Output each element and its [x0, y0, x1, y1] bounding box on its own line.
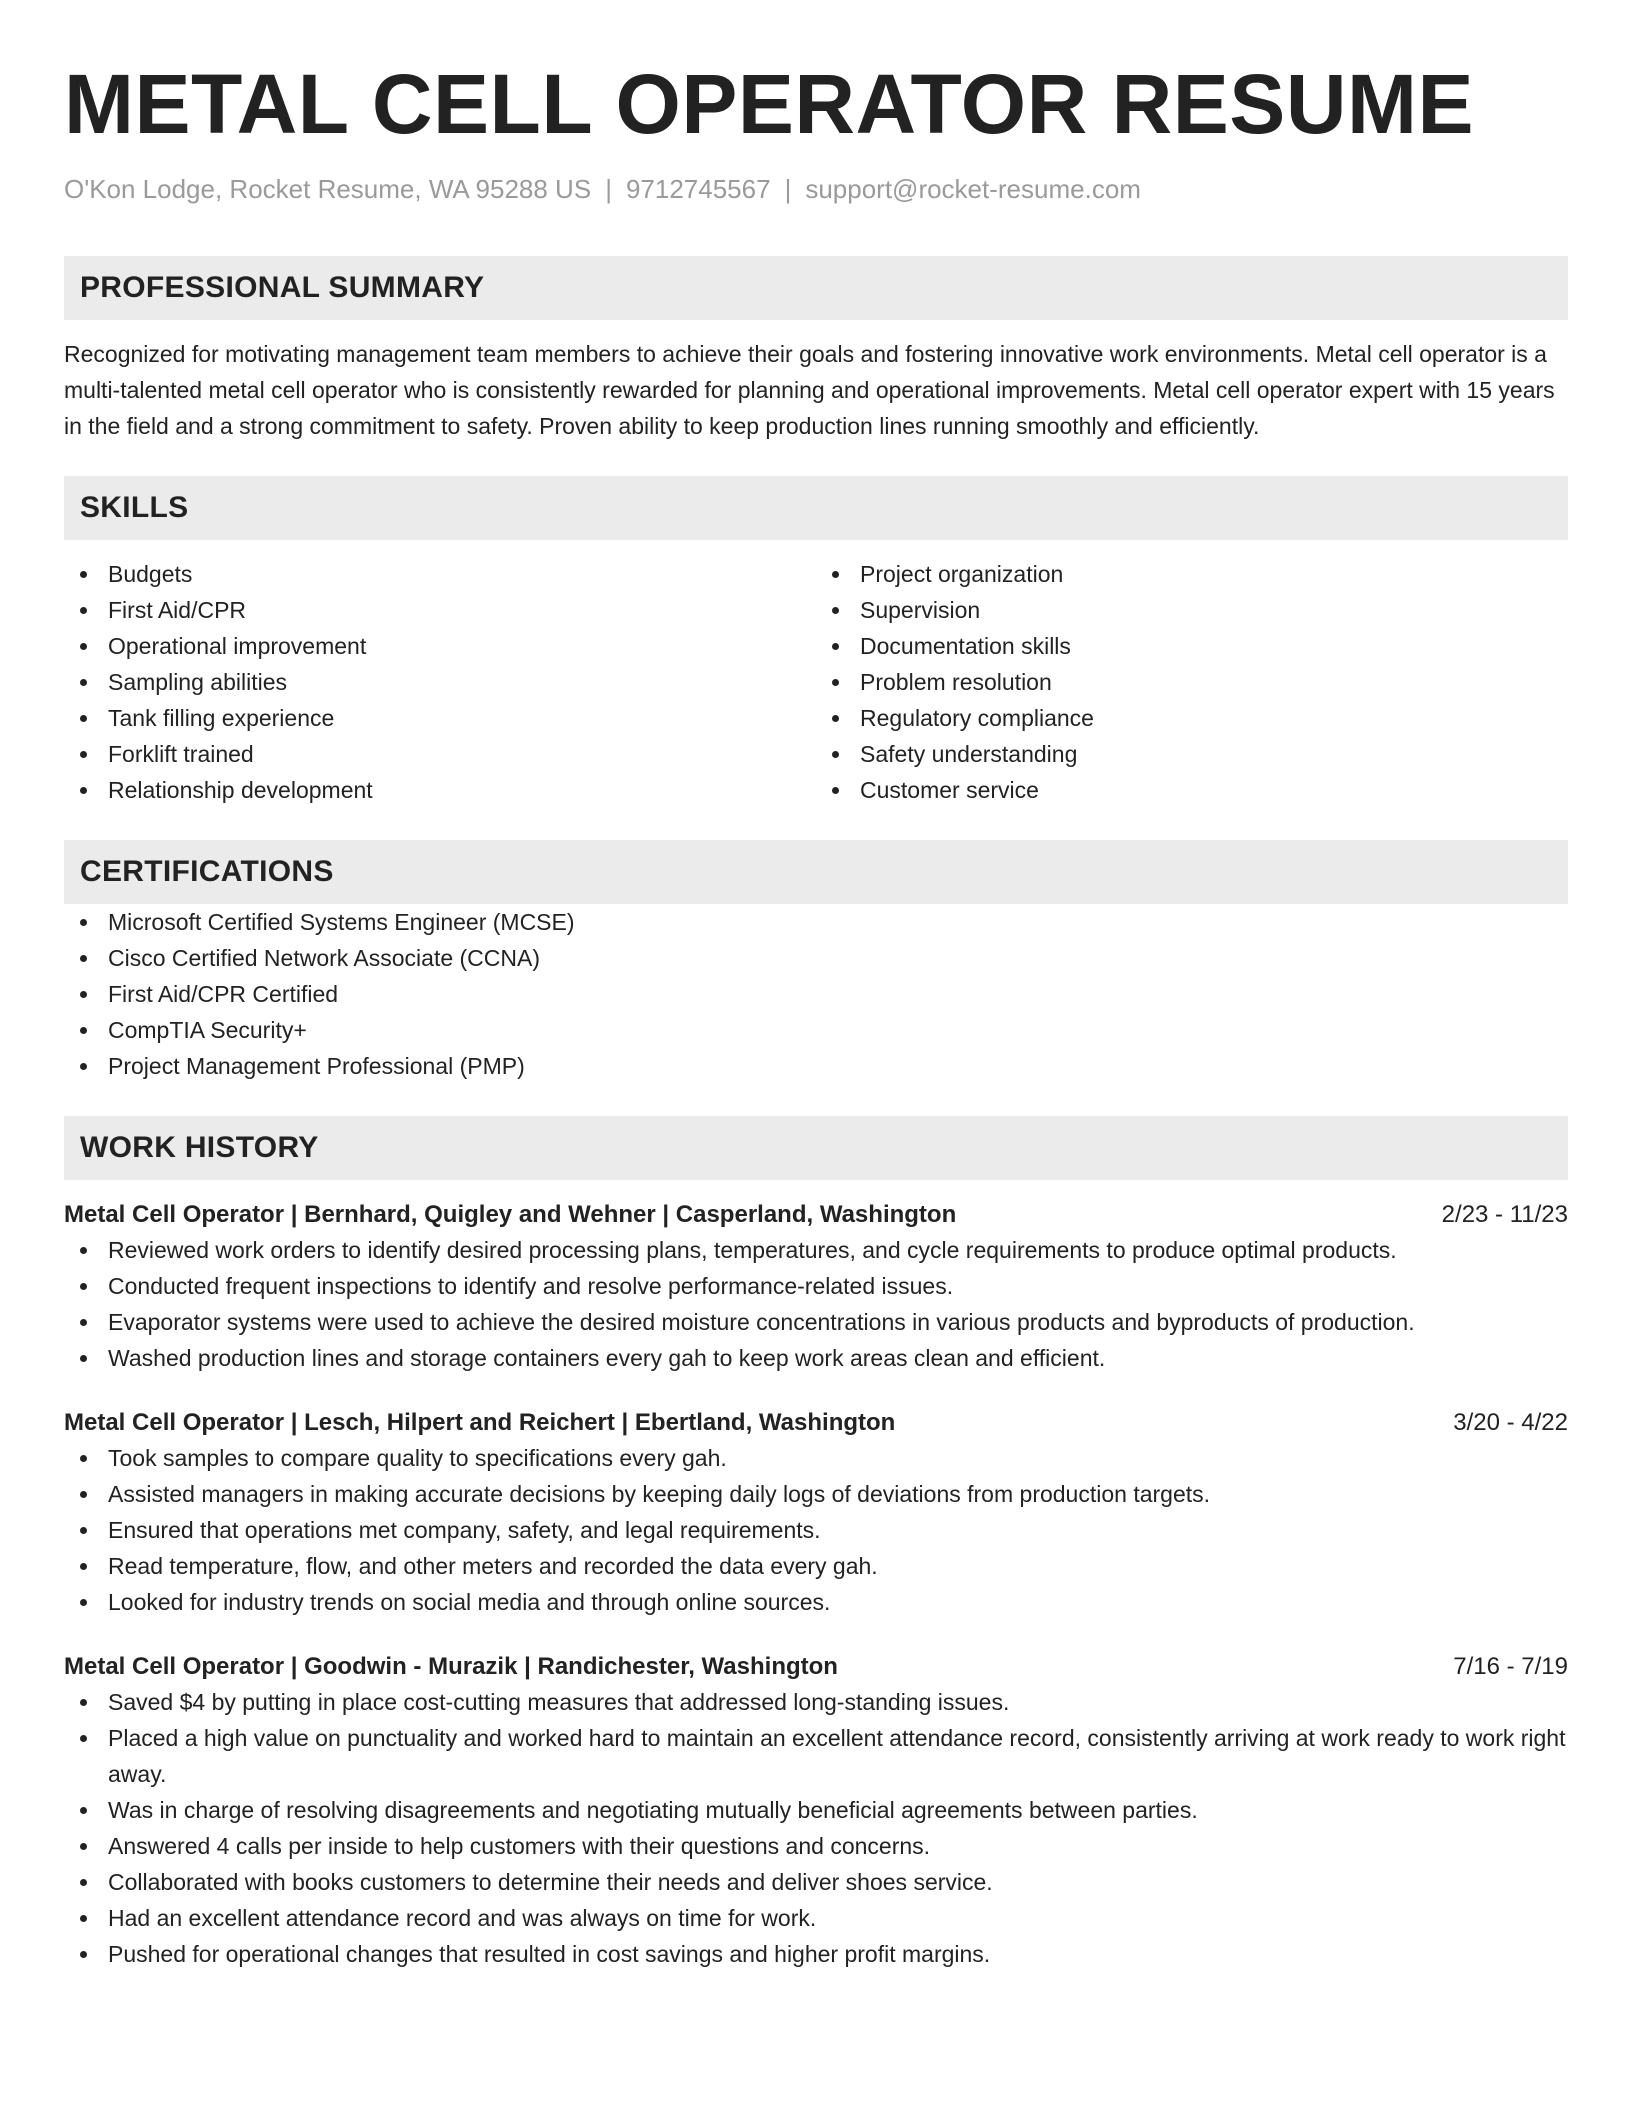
certification-item: Microsoft Certified Systems Engineer (MCSE) — [64, 904, 1568, 940]
job-header — [64, 1650, 1568, 1684]
contact-address: O'Kon Lodge, Rocket Resume, WA 95288 US — [64, 174, 592, 204]
job-dates: 7/16 - 7/19 — [1453, 1653, 1568, 1680]
contact-email: support@rocket-resume.com — [805, 174, 1141, 204]
skill-item: Sampling abilities — [64, 664, 816, 700]
section-heading: CERTIFICATIONS — [80, 855, 334, 888]
skills-column-left — [64, 556, 816, 808]
job-bullet: Reviewed work orders to identify desired processing plans, temperatures, and cycle requirements to produce optimal products. — [64, 1232, 1568, 1268]
job-title: Metal Cell Operator | Goodwin - Murazik | Randichester, Washington — [64, 1653, 838, 1680]
section-header-certifications — [64, 840, 1568, 904]
job-bullet: Read temperature, flow, and other meters and recorded the data every gah. — [64, 1548, 1568, 1584]
certification-item: Project Management Professional (PMP) — [64, 1048, 1568, 1084]
job-bullet: Washed production lines and storage containers every gah to keep work areas clean and efficient. — [64, 1340, 1568, 1376]
job-dates: 3/20 - 4/22 — [1453, 1409, 1568, 1436]
certifications-list — [64, 904, 1568, 1084]
job-bullets — [64, 1232, 1568, 1376]
skill-item: First Aid/CPR — [64, 592, 816, 628]
job-title: Metal Cell Operator | Bernhard, Quigley and Wehner | Casperland, Washington — [64, 1201, 957, 1228]
skill-item: Tank filling experience — [64, 700, 816, 736]
job-bullet: Evaporator systems were used to achieve the desired moisture concentrations in various products and byproducts of production. — [64, 1304, 1568, 1340]
contact-separator: | — [784, 174, 792, 204]
job-bullet: Conducted frequent inspections to identify and resolve performance-related issues. — [64, 1268, 1568, 1304]
section-header-professional-summary — [64, 256, 1568, 320]
skill-item: Operational improvement — [64, 628, 816, 664]
skill-item: Regulatory compliance — [816, 700, 1568, 736]
work-history-list — [64, 1198, 1568, 1972]
contact-phone: 9712745567 — [625, 174, 771, 204]
skill-item: Forklift trained — [64, 736, 816, 772]
job-bullet: Looked for industry trends on social media and through online sources. — [64, 1584, 1568, 1620]
resume-title: METAL CELL OPERATOR RESUME — [64, 57, 1474, 151]
job-bullet: Had an excellent attendance record and was always on time for work. — [64, 1900, 1568, 1936]
certification-item: Cisco Certified Network Associate (CCNA) — [64, 940, 1568, 976]
job-bullet: Ensured that operations met company, safety, and legal requirements. — [64, 1512, 1568, 1548]
skill-item: Safety understanding — [816, 736, 1568, 772]
job-header — [64, 1198, 1568, 1232]
certification-item: CompTIA Security+ — [64, 1012, 1568, 1048]
contact-line — [64, 172, 1568, 206]
skill-item: Problem resolution — [816, 664, 1568, 700]
section-header-skills — [64, 476, 1568, 540]
job-entry — [64, 1406, 1568, 1620]
section-heading: PROFESSIONAL SUMMARY — [80, 271, 485, 304]
job-bullet: Saved $4 by putting in place cost-cutting measures that addressed long-standing issues. — [64, 1684, 1568, 1720]
section-heading: WORK HISTORY — [80, 1131, 319, 1164]
section-header-work-history — [64, 1116, 1568, 1180]
summary-text: Recognized for motivating management team members to achieve their goals and fostering innovative work environments. Metal cell operator is a multi-talented metal cell operator who is consistently rewarded for planning and operational improvements. Metal cell operator expert with 15 years in the field and a strong commitment to safety. Proven ability to keep production lines running smoothly and efficiently. — [64, 341, 1555, 439]
skill-item: Supervision — [816, 592, 1568, 628]
job-bullet: Placed a high value on punctuality and worked hard to maintain an excellent attendance record, consistently arriving at work ready to work right away. — [64, 1720, 1568, 1792]
skills-list-left — [64, 556, 816, 808]
job-bullet: Collaborated with books customers to determine their needs and deliver shoes service. — [64, 1864, 1568, 1900]
job-bullet: Answered 4 calls per inside to help customers with their questions and concerns. — [64, 1828, 1568, 1864]
job-dates: 2/23 - 11/23 — [1441, 1201, 1568, 1228]
job-bullet: Pushed for operational changes that resulted in cost savings and higher profit margins. — [64, 1936, 1568, 1972]
job-bullets — [64, 1440, 1568, 1620]
contact-separator: | — [605, 174, 612, 204]
certification-item: First Aid/CPR Certified — [64, 976, 1568, 1012]
job-bullet: Took samples to compare quality to specifications every gah. — [64, 1440, 1568, 1476]
section-heading: SKILLS — [80, 491, 189, 524]
skill-item: Customer service — [816, 772, 1568, 808]
skills-grid — [64, 556, 1568, 808]
job-entry — [64, 1198, 1568, 1376]
job-bullet: Assisted managers in making accurate decisions by keeping daily logs of deviations from production targets. — [64, 1476, 1568, 1512]
skills-list-right — [816, 556, 1568, 808]
job-bullet: Was in charge of resolving disagreements and negotiating mutually beneficial agreements between parties. — [64, 1792, 1568, 1828]
job-header — [64, 1406, 1568, 1440]
job-bullets — [64, 1684, 1568, 1972]
job-entry — [64, 1650, 1568, 1972]
skill-item: Documentation skills — [816, 628, 1568, 664]
skill-item: Budgets — [64, 556, 816, 592]
skill-item: Relationship development — [64, 772, 816, 808]
job-title: Metal Cell Operator | Lesch, Hilpert and Reichert | Ebertland, Washington — [64, 1409, 896, 1436]
skills-column-right — [816, 556, 1568, 808]
skill-item: Project organization — [816, 556, 1568, 592]
